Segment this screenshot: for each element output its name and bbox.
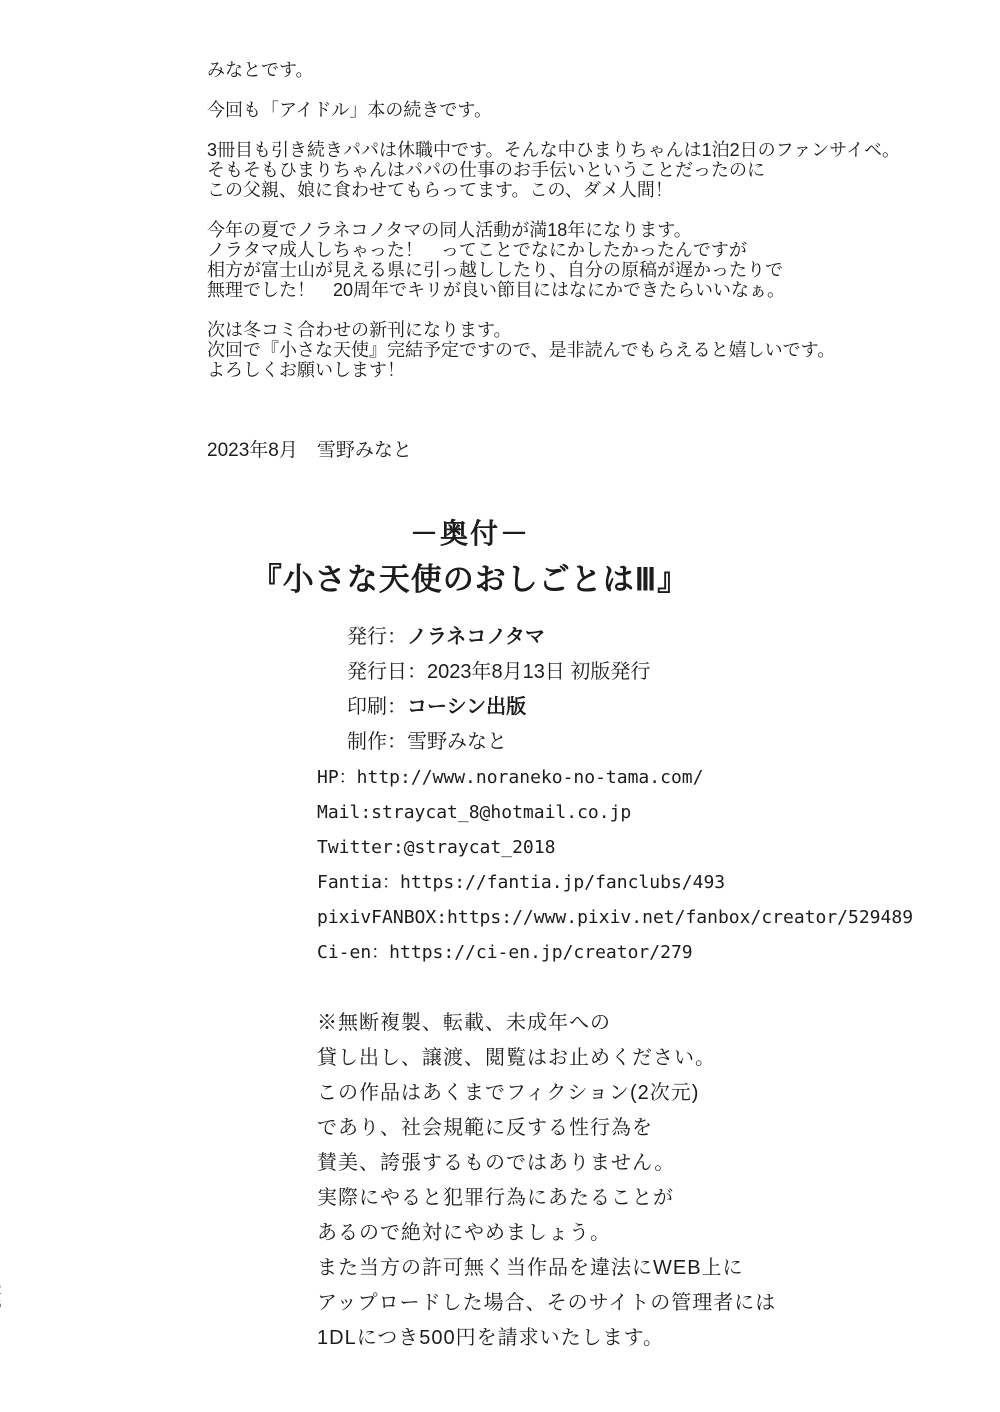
afterword-line: 相方が富士山が見える県に引っ越ししたり、自分の原稿が遅かったりで <box>207 260 783 280</box>
creator-entry <box>347 732 650 752</box>
ci-en-link: Ci-en：https://ci-en.jp/creator/279 <box>317 942 693 963</box>
entry-value: コーシン出版 <box>407 696 527 718</box>
date-author-signature: 2023年8月 雪野みなと <box>207 440 412 461</box>
paragraph-gap <box>207 80 900 100</box>
afterword-line: よろしくお願いします！ <box>207 360 405 380</box>
entry-value: ノラネコノタマ <box>407 626 545 648</box>
colophon-heading: －奥付－ <box>409 518 530 549</box>
page-number <box>0 1283 1 1313</box>
afterword-line: この父親、娘に食わせてもらってます。この、ダメ人間！ <box>207 180 673 200</box>
paragraph-gap <box>207 300 900 320</box>
mail-link: Mail:straycat_8@hotmail.co.jp <box>317 802 632 823</box>
paragraph-gap <box>207 200 900 220</box>
pixiv-fanbox-link: pixivFANBOX:https://www.pixiv.net/fanbox/creator/529489 <box>317 907 914 928</box>
printer-entry <box>347 697 650 717</box>
afterword-text-block <box>207 60 900 380</box>
disclaimer-line: 1DLにつき500円を請求いたします。 <box>317 1327 665 1349</box>
afterword-line: 次は冬コミ合わせの新刊になります。 <box>207 320 512 340</box>
disclaimer-line: 賛美、誇張するものではありません。 <box>317 1152 676 1174</box>
publisher-entry <box>347 627 650 647</box>
afterword-line: みなとです。 <box>207 60 314 80</box>
disclaimer-line: あるので絶対にやめましょう。 <box>317 1222 611 1244</box>
afterword-line: 無理でした！ 20周年でキリが良い節目にはなにかできたらいいなぁ。 <box>207 280 786 300</box>
disclaimer-line: また当方の許可無く当作品を違法にWEB上に <box>317 1257 744 1279</box>
afterword-line: そもそもひまりちゃんはパパの仕事のお手伝いということだったのに <box>207 160 765 180</box>
disclaimer-line: アップロードした場合、そのサイトの管理者には <box>317 1292 777 1314</box>
entry-label: 制作： <box>347 731 407 753</box>
entry-value: 2023年8月13日 初版発行 <box>427 661 651 683</box>
twitter-link: Twitter:@straycat_2018 <box>317 837 556 858</box>
disclaimer-line: であり、社会規範に反する性行為を <box>317 1117 653 1139</box>
disclaimer-line: ※無断複製、転載、未成年への <box>317 1012 611 1034</box>
contact-links <box>317 768 913 978</box>
entry-label: 発行日： <box>347 661 427 683</box>
publication-entries <box>347 627 650 767</box>
entry-label: 印刷： <box>347 696 407 718</box>
disclaimer-line: 貸し出し、譲渡、閲覧はお止めください。 <box>317 1047 716 1069</box>
entry-value: 雪野みなと <box>407 731 507 753</box>
publish-date-entry <box>347 662 650 682</box>
disclaimer-line: 実際にやると犯罪行為にあたることが <box>317 1187 674 1209</box>
disclaimer-block <box>317 1013 776 1363</box>
afterword-line: 今回も「アイドル」本の続きです。 <box>207 100 492 120</box>
afterword-line: ノラタマ成人しちゃった！ ってことでなにかしたかったんですが <box>207 240 747 260</box>
afterword-line: 次回で『小さな天使』完結予定ですので、是非読んでもらえると嬉しいです。 <box>207 340 836 360</box>
disclaimer-line: この作品はあくまでフィクション(2次元) <box>317 1082 700 1104</box>
fantia-link: Fantia：https://fantia.jp/fanclubs/493 <box>317 872 726 893</box>
entry-label: 発行： <box>347 626 407 648</box>
page-number-digit <box>0 1298 1 1313</box>
paragraph-gap <box>207 120 900 140</box>
homepage-link: HP：http://www.noraneko-no-tama.com/ <box>317 767 704 788</box>
afterword-line: 今年の夏でノラネコノタマの同人活動が満18年になります。 <box>207 220 692 240</box>
afterword-line: 3冊目も引き続きパパは休職中です。そんな中ひまりちゃんは1泊2日のファンサイベ。 <box>207 140 900 160</box>
book-title: 『小さな天使のおしごとはⅢ』 <box>250 562 690 597</box>
